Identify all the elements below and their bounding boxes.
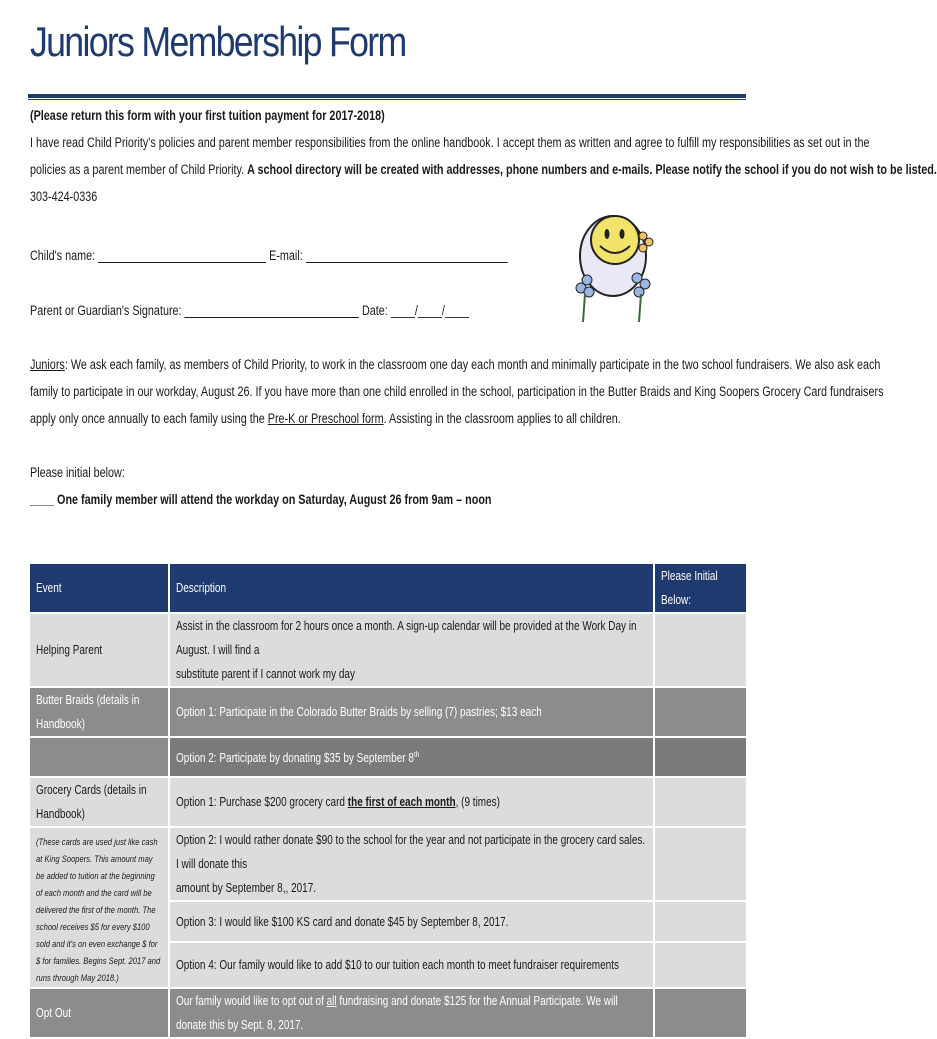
signature-field[interactable] [185,301,359,318]
table-row [29,777,747,827]
juniors-line-1 [30,352,880,378]
table-row [29,827,747,901]
directory-notice: A school directory will be created with addresses, phone numbers and e-mails. Please notify the school if you do not wish to be listed. [247,162,937,177]
event-opt-out: Opt Out [36,1006,72,1020]
child-name-row [30,243,507,269]
title-rule [28,94,746,98]
page-title: Juniors Membership Form [30,18,406,65]
signature-row [30,298,469,324]
initial-field-opt-out[interactable] [654,988,747,1038]
initial-field-gc-1[interactable] [654,777,747,827]
grocery-option-2: Option 2: I would rather donate $90 to the school for the year and not participate in the grocery card sales. I will donate this amount by September 8,, 2017. [176,833,646,896]
workday-initial-field[interactable]: ____ [30,492,55,507]
date-field[interactable]: ____/____/____ [390,303,469,318]
child-name-field[interactable] [98,246,266,263]
smiley-face-icon [575,198,655,322]
initial-field-helping[interactable] [654,613,747,687]
juniors-line-3 [30,406,621,432]
title-rule-thin [28,99,746,100]
grocery-cards-note: (These cards are used just like cash at King Soopers. This amount may be added to tuition at the beginning of each month and the card will be delivered the first of the month. The school receives $5 for every $100 sold and it's on even exchange $ for $ for families. Begins Sept. 2017 and runs through May 2018.) [36,837,161,984]
workday-text: One family member will attend the workday on Saturday, August 26 from 9am – noon [54,492,492,507]
juniors-text-3b: . Assisting in the classroom applies to all children. [383,411,621,426]
table-row [29,687,747,737]
phone-number: 303-424-0336 [30,189,98,204]
table-row [29,613,747,687]
table-row [29,737,747,777]
initial-field-gc-4[interactable] [654,942,747,988]
grocery-option-1: Option 1: Purchase $200 grocery card the first of each month, (9 times) [176,795,501,809]
policy-text: policies as a parent member of Child Priority. [30,162,248,177]
juniors-label: Juniors [30,357,65,372]
grocery-option-3: Option 3: I would like $100 KS card and donate $45 by September 8, 2017. [176,914,509,929]
policy-line-1: I have read Child Priority's policies and parent member responsibilities from the online handbook. I accept them as written and agree to fulfill my responsibilities as set out in the [30,135,870,150]
fundraiser-table [28,562,748,1039]
table-header-row [29,563,747,613]
grocery-option-4: Option 4: Our family would like to add $10 to our tuition each month to meet fundraiser requirements [176,957,620,972]
initial-field-gc-2[interactable] [654,827,747,901]
child-name-label: Child's name: [30,248,96,263]
preschool-form-link[interactable]: Pre-K or Preschool form [267,411,384,426]
table-row [29,988,747,1038]
email-label: E-mail: [269,248,303,263]
butter-braids-option-1: Option 1: Participate in the Colorado Butter Braids by selling (7) pastries; $13 each [176,705,542,719]
helping-parent-desc: Assist in the classroom for 2 hours once a month. A sign-up calendar will be provided at the Work Day in August. I will find a substitute parent if I cannot work my day [176,619,637,681]
event-grocery-cards: Grocery Cards (details in Handbook) [36,783,147,821]
header-initial: Please Initial Below: [654,563,747,613]
header-description: Description [169,563,654,613]
juniors-text-3a: apply only once annually to each family using the [30,411,268,426]
juniors-line-2: family to participate in our workday, August 26. If you have more than one child enrolled in the school, participation in the Butter Braids and King Soopers Grocery Card fundraisers [30,384,884,399]
initial-field-bb-1[interactable] [654,687,747,737]
header-event: Event [29,563,169,613]
juniors-text-1: : We ask each family, as members of Child Priority, to work in the classroom one day each month and minimally participate in the two school fundraisers. We also ask each [64,357,881,372]
instruction-text: (Please return this form with your first tuition payment for 2017-2018) [30,108,385,123]
signature-label: Parent or Guardian's Signature: [30,303,182,318]
policy-line-2 [30,157,937,183]
email-field[interactable] [306,246,508,263]
butter-braids-option-2: Option 2: Participate by donating $35 by September 8th [176,750,420,766]
date-label: Date: [361,303,388,318]
event-butter-braids: Butter Braids (details in Handbook) [36,693,140,731]
initial-field-bb-2[interactable] [654,737,747,777]
event-helping-parent: Helping Parent [36,643,103,657]
workday-row [30,487,492,513]
initial-prompt: Please initial below: [30,465,125,480]
opt-out-desc: Our family would like to opt out of all fundraising and donate $125 for the Annual Participate. We will donate this by Sept. 8, 2017. [176,994,618,1032]
initial-field-gc-3[interactable] [654,901,747,941]
